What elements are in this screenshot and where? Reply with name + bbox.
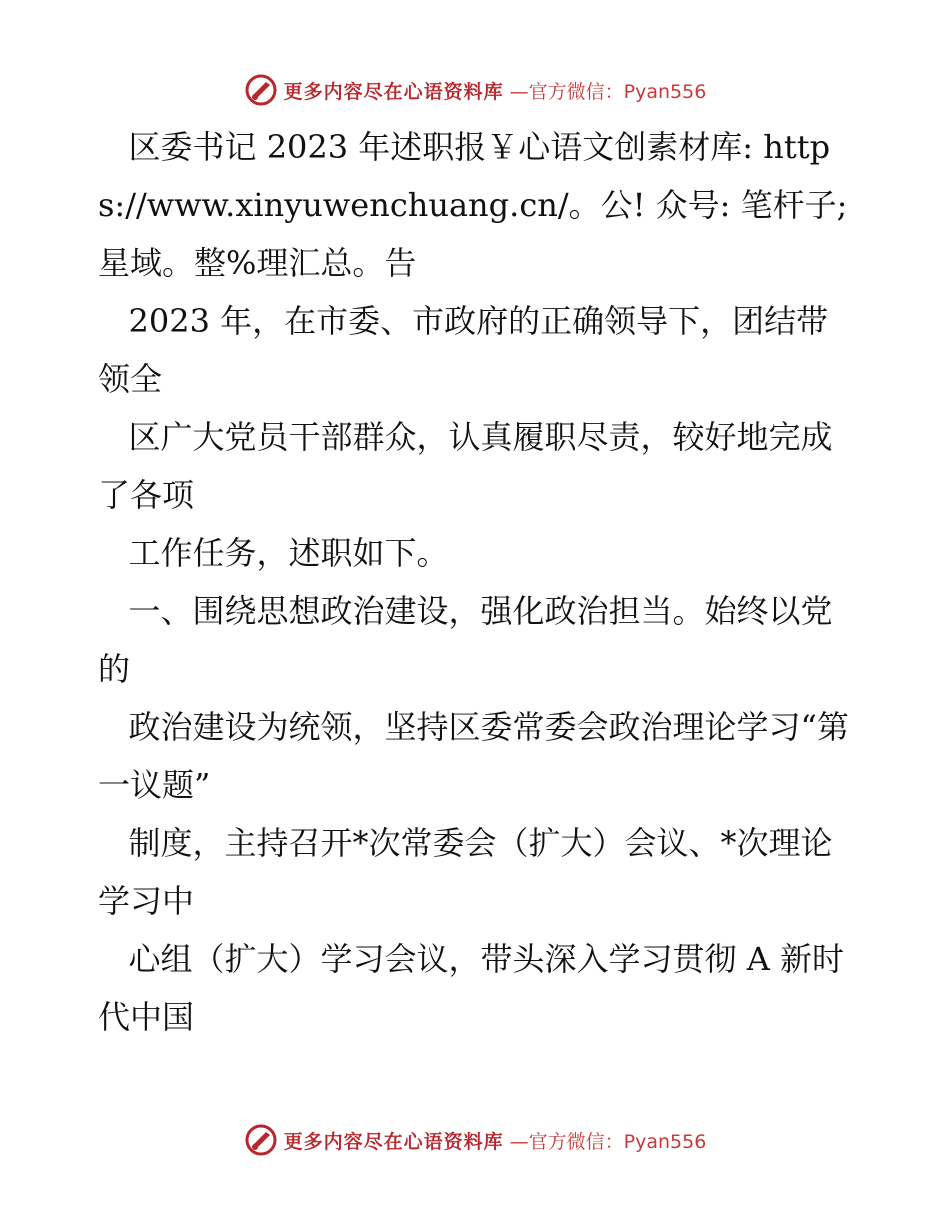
footer-watermark xyxy=(0,1120,950,1160)
paragraph: 政治建设为统领，坚持区委常委会政治理论学习“第一议题” xyxy=(98,708,849,804)
paragraph: 区委书记 2023 年述职报￥心语文创素材库: https://www.xinyuwenchuang.cn/。公! 众号: 笔杆子;星域。整%理汇总。告 xyxy=(98,128,848,282)
document-body xyxy=(98,118,858,1046)
brush-seal-logo-icon xyxy=(244,1123,278,1157)
paragraph: 工作任务，述职如下。 xyxy=(98,534,449,572)
watermark-account-text: —官方微信：Pyan556 xyxy=(509,1130,707,1153)
watermark-brand-text: 更多内容尽在心语资料库 xyxy=(283,1130,504,1153)
watermark-brand-text: 更多内容尽在心语资料库 xyxy=(283,80,504,103)
paragraph: 2023 年，在市委、市政府的正确领导下，团结带领全 xyxy=(98,302,829,398)
paragraph: 区广大党员干部群众，认真履职尽责，较好地完成了各项 xyxy=(98,418,833,514)
watermark-account-text: —官方微信：Pyan556 xyxy=(509,80,707,103)
header-watermark xyxy=(0,70,950,110)
paragraph: 一、围绕思想政治建设，强化政治担当。始终以党的 xyxy=(98,592,833,688)
paragraph: 制度，主持召开*次常委会（扩大）会议、*次理论学习中 xyxy=(98,824,833,920)
paragraph: 心组（扩大）学习会议，带头深入学习贯彻 A 新时代中国 xyxy=(98,940,844,1036)
brush-seal-logo-icon xyxy=(244,73,278,107)
